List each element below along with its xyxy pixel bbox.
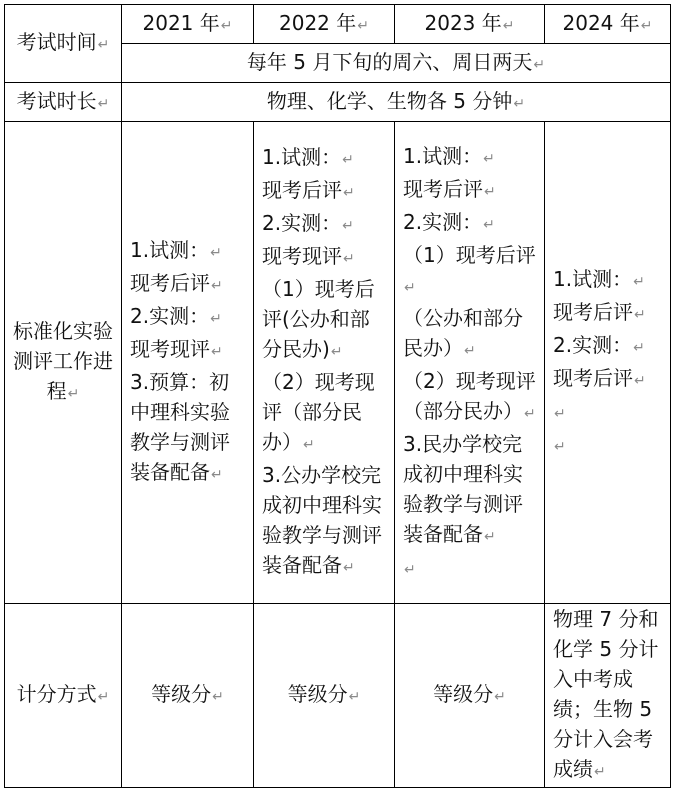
year-2023-header: 2023 年↵ <box>395 5 545 44</box>
label-progress: 标准化实验测评工作进程↵ <box>5 122 122 604</box>
scoring-2023: 等级分↵ <box>395 604 545 788</box>
label-scoring: 计分方式↵ <box>5 604 122 788</box>
exam-duration-value: 物理、化学、生物各 5 分钟↵ <box>122 83 671 122</box>
progress-row <box>5 122 671 604</box>
progress-2023: 1.试测：↵ 现考后评↵ 2.实测：↵ （1）现考后评↵ （公办和部分民办）↵ （2）现考现评（部分民办）↵ 3.民办学校完成初中理科实验教学与测评装备配备↵ ↵ <box>395 122 545 604</box>
progress-2022: 1.试测：↵ 现考后评↵ 2.实测：↵ 现考现评↵ （1）现考后评(公办和部分民办)↵ （2）现考现评（部分民办）↵ 3.公办学校完成初中理科实验教学与测评装备配备↵ <box>254 122 395 604</box>
scoring-2022: 等级分↵ <box>254 604 395 788</box>
scoring-row <box>5 604 671 788</box>
progress-2024: 1.试测：↵ 现考后评↵ 2.实测：↵ 现考后评↵ ↵ ↵ <box>545 122 671 604</box>
year-2024-header: 2024 年↵ <box>545 5 671 44</box>
scoring-2024: 物理 7 分和化学 5 分计入中考成绩；生物 5 分计入会考成绩↵ <box>545 604 671 788</box>
year-2022-header: 2022 年↵ <box>254 5 395 44</box>
exam-duration-row <box>5 83 671 122</box>
scoring-2021: 等级分↵ <box>122 604 254 788</box>
year-header-row <box>5 5 671 44</box>
exam-time-value: 每年 5 月下旬的周六、周日两天↵ <box>122 44 671 83</box>
progress-2021: 1.试测：↵ 现考后评↵ 2.实测：↵ 现考现评↵ 3.预算：初中理科实验教学与测评装备配备↵ <box>122 122 254 604</box>
exam-info-table <box>4 4 671 788</box>
year-2021-header: 2021 年↵ <box>122 5 254 44</box>
label-exam-time: 考试时间↵ <box>5 5 122 83</box>
label-exam-duration: 考试时长↵ <box>5 83 122 122</box>
